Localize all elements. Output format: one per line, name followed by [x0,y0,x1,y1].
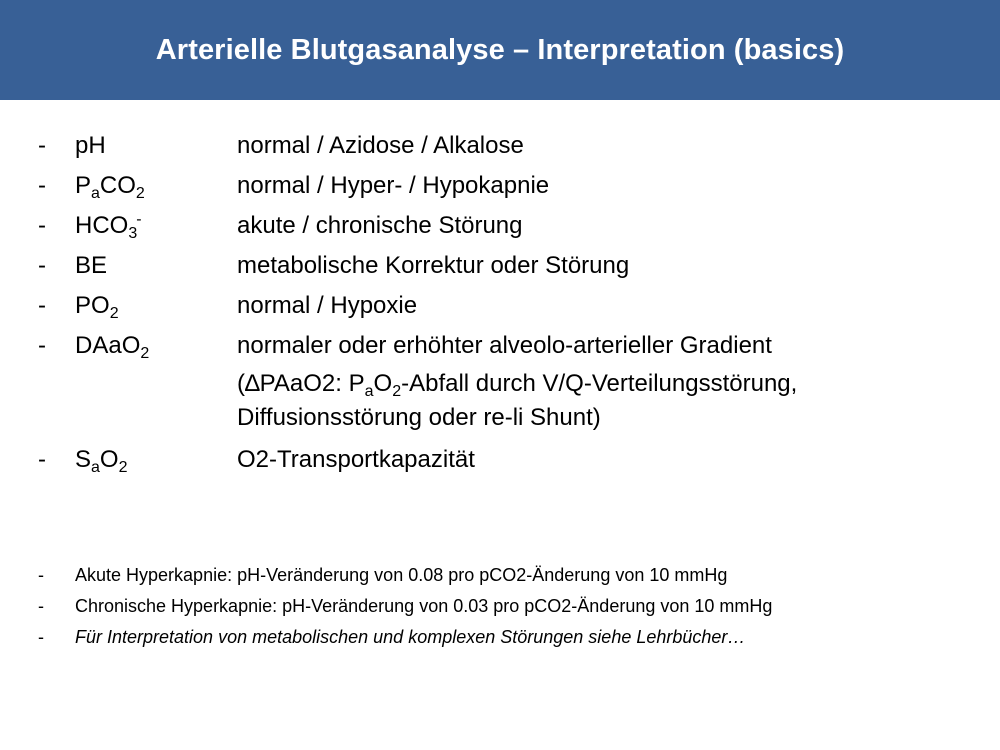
daao2-detail: (∆PAaO2: $P_aO_2$-Abfall durch V/Q-Verteilungsstörung, [237,370,798,400]
term-hco3: $HCO_3^-$ [75,211,142,242]
bullet-dash: - [38,446,46,473]
daao2-detail-2: Diffusionsstörung oder re-li Shunt) [237,404,601,431]
bullet-dash: - [38,132,46,159]
bullet-dash: - [38,212,46,239]
note-text: Für Interpretation von metabolischen und komplexen Störungen siehe Lehrbücher… [75,627,746,647]
note-text: Akute Hyperkapnie: pH-Veränderung von 0.08 pro pCO2-Änderung von 10 mmHg [75,565,728,585]
note-chronic-hypercapnia [0,591,1000,622]
desc-po2: normal / Hypoxie [237,292,418,319]
note-textbook-reference [0,622,1000,653]
bullet-dash: - [38,596,44,616]
bullet-dash: - [38,627,44,647]
desc-ph: normal / Azidose / Alkalose [237,132,524,159]
bullet-dash: - [38,565,44,585]
list-item-daao2 [0,326,1000,366]
term-be: BE [75,252,108,279]
parameter-list [0,126,1000,480]
note-text: Chronische Hyperkapnie: pH-Veränderung von 0.03 pro pCO2-Änderung von 10 mmHg [75,596,773,616]
term-sao2: $S_aO_2$ [75,446,128,476]
term-daao2: DAaO$_2$ [75,332,150,362]
desc-be: metabolische Korrektur oder Störung [237,252,630,279]
list-item-sao2 [0,440,1000,480]
bullet-dash: - [38,292,46,319]
term-paco2: $P_aCO_2$ [75,172,145,202]
desc-sao2: O2-Transportkapazität [237,446,475,473]
note-acute-hypercapnia [0,560,1000,591]
bullet-dash: - [38,172,46,199]
daao2-continuation-line-2 [0,402,1000,434]
desc-paco2: normal / Hyper- / Hypokapnie [237,172,550,199]
slide-title: Arterielle Blutgasanalyse – Interpretation (basics) [155,33,845,66]
list-item-be [0,246,1000,286]
desc-daao2: normaler oder erhöhter alveolo-arterieller Gradient [237,332,772,359]
list-item-hco3 [0,206,1000,246]
list-item-ph [0,126,1000,166]
list-item-paco2 [0,166,1000,206]
bullet-dash: - [38,252,46,279]
term-ph: pH [75,132,106,159]
slide-header [0,0,1000,100]
bullet-dash: - [38,332,46,359]
list-item-po2 [0,286,1000,326]
term-po2: $PO_2$ [75,292,119,322]
desc-hco3: akute / chronische Störung [237,212,523,239]
notes-list [0,560,1000,653]
daao2-continuation-line-1 [0,366,1000,402]
